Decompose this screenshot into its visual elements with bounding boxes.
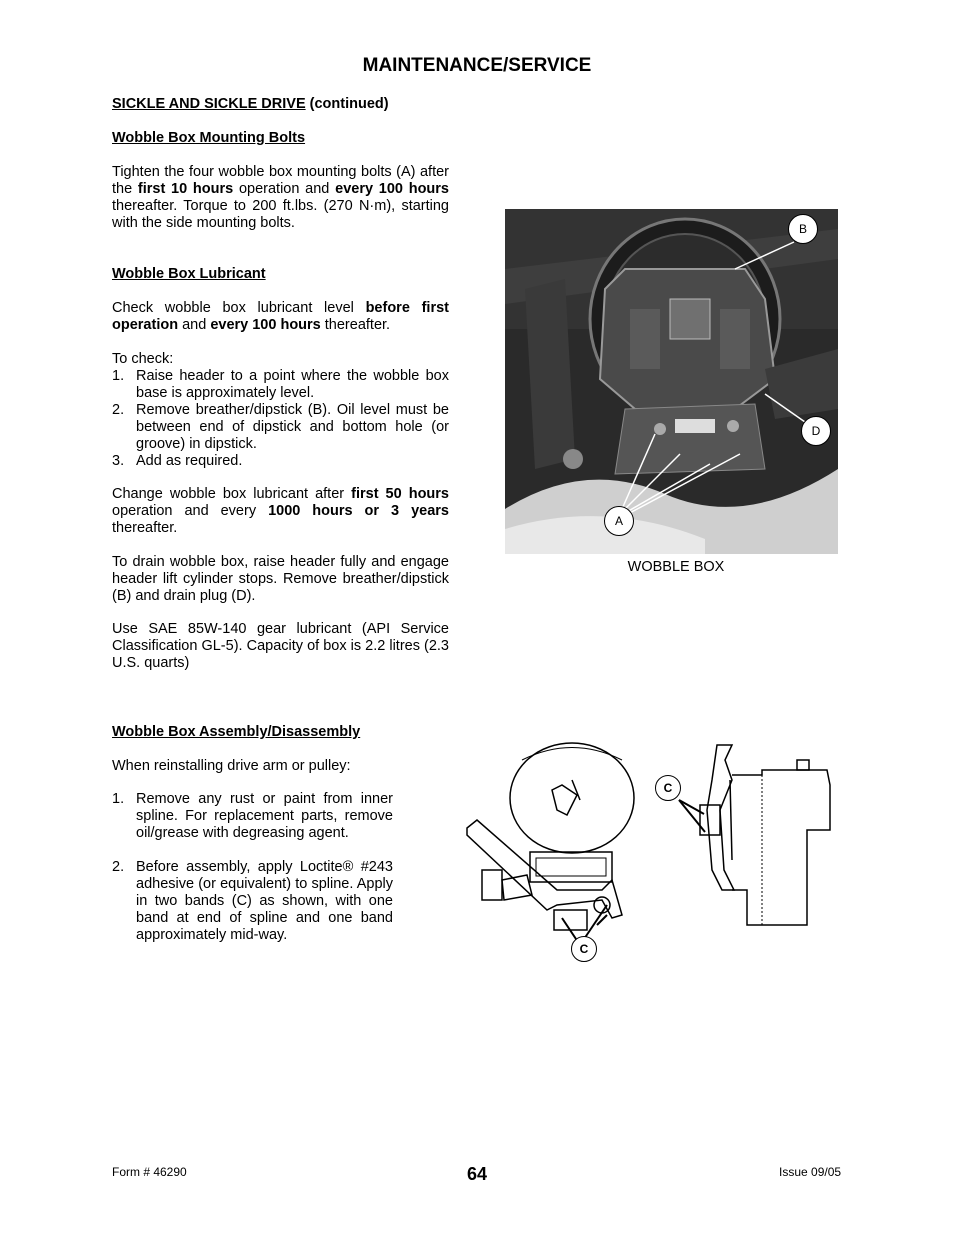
list-item: 2. Before assembly, apply Loctite® #243 adhesive (or equivalent) to spline. Apply in two bands (C) as shown, with one band at end of spline and one band approximately mid-way.	[112, 859, 393, 943]
list-item: 1. Raise header to a point where the wobble box base is approximately level.	[112, 368, 449, 401]
form-number: Form # 46290	[112, 1165, 187, 1179]
assembly-steps-list	[112, 791, 393, 944]
assembly-intro: When reinstalling drive arm or pulley:	[112, 758, 351, 774]
callout-d: D	[801, 416, 831, 446]
section-heading-suffix: (continued)	[305, 96, 389, 112]
list-item: 2. Remove breather/dipstick (B). Oil level must be between end of dipstick and bottom hole (or groove) in dipstick.	[112, 402, 449, 452]
wobble-box-photo	[505, 209, 838, 554]
mounting-heading: Wobble Box Mounting Bolts	[112, 130, 306, 146]
lubricant-heading: Wobble Box Lubricant	[112, 266, 266, 282]
figure-caption: WOBBLE BOX	[627, 559, 725, 575]
callout-a: A	[604, 506, 634, 536]
list-item: 1. Remove any rust or paint from inner spline. For replacement parts, remove oil/grease with degreasing agent.	[112, 791, 393, 841]
spline-drawing	[462, 740, 848, 965]
mounting-paragraph: Tighten the four wobble box mounting bolts (A) after the first 10 hours operation and every 100 hours thereafter. Torque to 200 ft.lbs. (270 N·m), starting with the side mounting bolts.	[112, 164, 449, 231]
page-number: 64	[466, 1164, 488, 1184]
use-paragraph: Use SAE 85W-140 gear lubricant (API Service Classification GL-5). Capacity of box is 2.2 litres (2.3 U.S. quarts)	[112, 621, 449, 671]
list-item: 3. Add as required.	[112, 453, 243, 469]
change-paragraph: Change wobble box lubricant after first 50 hours operation and every 1000 hours or 3 years thereafter.	[112, 486, 449, 536]
drain-paragraph: To drain wobble box, raise header fully and engage header lift cylinder stops. Remove breather/dipstick (B) and drain plug (D).	[112, 554, 449, 604]
lubricant-check-paragraph: Check wobble box lubricant level before first operation and every 100 hours thereafter.	[112, 300, 449, 333]
check-steps-list	[112, 368, 449, 470]
section-heading	[112, 96, 389, 112]
page-title: MAINTENANCE/SERVICE	[362, 55, 592, 76]
section-heading-main: SICKLE AND SICKLE DRIVE	[112, 96, 306, 112]
issue-date: Issue 09/05	[779, 1165, 842, 1179]
callout-b: B	[788, 214, 818, 244]
callout-c-left: C	[571, 936, 597, 962]
to-check-label: To check:	[112, 351, 174, 367]
assembly-heading: Wobble Box Assembly/Disassembly	[112, 724, 361, 740]
callout-c-right: C	[655, 775, 681, 801]
